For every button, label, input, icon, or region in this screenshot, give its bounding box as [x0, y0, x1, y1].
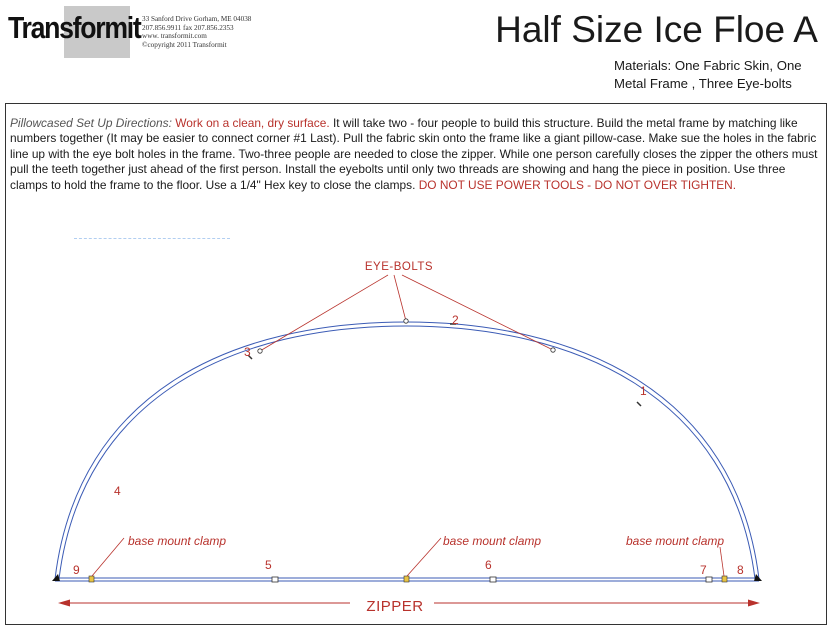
base-clamp-left [89, 576, 94, 582]
contact-website: www. transformit.com [142, 32, 207, 41]
directions-body: It will take two - four people to build this structure. Build the metal frame by matching like numbers together (It may be easier to connect corner #1 Last). Pull the fabric skin onto the frame like a giant pillow-case. Make sue the holes in the fabric line up with the eye bolt holes in the frame. Two-three people are needed to close the zipper. While one person carefully closes the zipper the others must pull the teeth together just ahead of the first person. Install the eyebolts until only two threads are showing and hang the piece in position. Use three clamps to hold the frame to the floor. Use a 1/4" Hex key to close the clamps. [10, 116, 818, 192]
base-joint-5 [272, 577, 278, 582]
contact-address: 33 Sanford Drive Gorham, ME 04038 [142, 15, 252, 23]
eyebolts-label: EYE-BOLTS [364, 261, 434, 273]
clamp-label-left: base mount clamp [128, 534, 227, 548]
clamp-label-center: base mount clamp [443, 534, 542, 548]
directions-warning-surface: Work on a clean, dry surface. [175, 116, 330, 130]
contact-phone: 207.856.9911 fax 207.856.2353 [142, 23, 234, 32]
page-title: Half Size Ice Floe A [495, 9, 818, 50]
eyebolt-hole-center [404, 319, 408, 323]
segment-number-1: 1 [640, 384, 647, 398]
eyebolt-hole-right [551, 348, 555, 352]
materials-list: Materials: One Fabric Skin, One Metal Frame , Three Eye-bolts [614, 58, 802, 91]
clamp-leader-right [720, 547, 724, 576]
company-logo: Transformit [8, 10, 141, 45]
clamp-leader-center [407, 538, 441, 576]
segment-number-3: 3 [244, 345, 251, 359]
base-joint-6 [490, 577, 496, 582]
zipper-arrowhead-left [58, 600, 70, 607]
base-joint-7 [706, 577, 712, 582]
segment-number-2: 2 [452, 313, 459, 327]
eyebolt-hole-left [258, 349, 262, 353]
segment-number-9: 9 [73, 563, 80, 577]
segment-number-5: 5 [265, 558, 272, 572]
directions-heading: Pillowcased Set Up Directions: [10, 116, 172, 130]
segment-number-4: 4 [114, 484, 121, 498]
zipper-label: ZIPPER [366, 598, 424, 615]
zipper-arrowhead-right [748, 600, 760, 607]
clamp-leader-left [92, 538, 124, 576]
segment-number-8: 8 [737, 563, 744, 577]
clamp-label-right: base mount clamp [626, 534, 725, 548]
eyebolt-leader-left [260, 275, 388, 351]
contact-copyright: ©copyright 2011 Transformit [142, 40, 227, 49]
directions-warning-tools: DO NOT USE POWER TOOLS - DO NOT OVER TIGHTEN. [418, 177, 737, 192]
eyebolt-leader-center [394, 275, 406, 321]
segment-number-6: 6 [485, 558, 492, 572]
eyebolt-leader-right [402, 275, 553, 350]
base-clamp-center [404, 576, 409, 582]
base-clamp-right [722, 576, 727, 582]
joint-segment-1 [637, 402, 641, 406]
segment-number-7: 7 [700, 563, 707, 577]
